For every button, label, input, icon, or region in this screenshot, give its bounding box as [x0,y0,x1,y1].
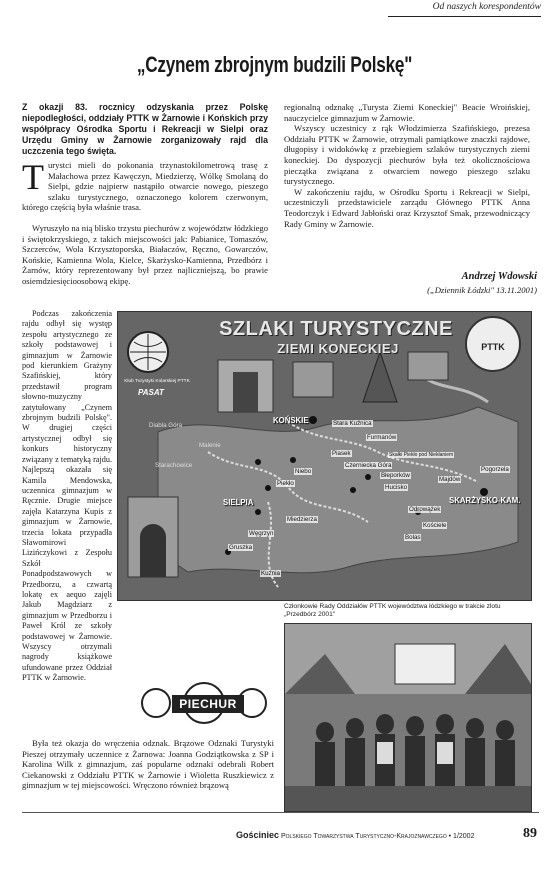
town-gruszka: Gruszka [229,544,253,551]
club-name: PASAT [138,388,164,397]
club-label: Klub Turystyki Kolarskiej PTTK [124,379,190,384]
article-title: „Czynem zbrojnym budzili Polskę" [136,52,413,77]
left-column-top [22,157,268,213]
town-majdow: Majdów [439,476,461,483]
town-skarzysko: SKARŻYSKO-KAM. [449,496,521,505]
town-piasek: Piasek [332,450,351,457]
footer-rule [22,812,539,813]
narrow-column [22,309,112,683]
article-lead: Z okazji 83. rocznicy odzyskania przez Polskę niepodległości, oddziały PTTK w Żarnowie i Końskich przy współpracy Ośrodka Sportu i Rekreacji w Sielpi oraz Urzędu Gminy w Żarnowie zorganizowały rajd dla uczczenia tego święta. [22,102,268,156]
town-sielpia: SIELPIA [223,498,254,507]
town-stara-kuznica: Stara Kuźnica [333,420,372,427]
town-bolas: Bolas [405,534,421,541]
header-rule [388,16,541,17]
town-malenie: Malenie [199,442,221,449]
town-kuznia: Kuźnia [261,570,280,577]
source: („Dziennik Łódzki" 13.11.2001) [427,285,537,295]
paragraph-3: Podczas zakończenia rajdu odbył się występ zespołu artystycznego ze szkoły podstawowej i gimnazjum w Żarnowie pod kierunkiem Grażyny Szafińskiej, który przedstawił program słowno-muzyczny zatytułowany „Czynem zbrojnym budzili Polskę". W drugiej części artystycznej odbył się konkurs historyczny związany z tematyką rajdu. Najlepszą okazała się Kamila Mendowska, uczennica gimnazjum w Ręcznie. Drugie miejsce zajęła Katarzyna Kupis z gimnazjum w Żarnowie, trzecia lokata przypadła Sławomirowi Lizińczykowi z Zespołu Szkół Ponadpodstawowych w Przedborzu, a czwartą lokatę ex aequo zajęli Jakub Magdziarz z gimnazjum w Przedborzu i Paweł Król ze szkoły podstawowej w Żarnowie. Wszyscy otrzymali nagrody książkowe ufundowane przez Oddział PTTK w Żarnowie. [22,309,112,683]
town-starachowice: Starachowice [155,462,193,469]
town-diabla-gora: Diabla Góra [149,422,183,429]
magazine-name: Gościniec [236,830,280,840]
town-odrowazek: Odrowążek [409,506,441,513]
right-column [284,102,530,229]
author: Andrzej Wdowski [461,271,537,282]
pttk-badge: PTTK [465,316,521,372]
drop-cap: T [22,157,44,197]
town-wegrzyn: Węgrzyn [249,530,274,537]
page-number: 89 [523,826,537,841]
town-skalki-pieklo: Skałki Piekło pod Niekłaniem [389,452,454,458]
town-niebo: Niebo [295,468,312,475]
town-koscielec: Kościele [423,522,447,529]
town-konskie: KOŃSKIE [273,416,309,425]
left-column-continued [22,223,268,309]
section-label: Od naszych korespondentów [432,2,541,12]
group-photo-artwork [285,624,531,811]
map-title: SZLAKI TURYSTYCZNE [219,318,453,340]
piechur-label: PIECHUR [172,695,244,713]
issue-number: • 1/2002 [448,833,475,840]
paragraph-right-1: regionalną odznakę „Turysta Ziemi Koneckiej" Beacie Wroińskiej, nauczycielce gimnazjum w Żarnowie. [284,102,530,123]
footer [236,830,474,840]
paragraph-2: Wyruszyło na nią blisko trzystu piechurów z województw łódzkiego i świętokrzyskiego, z takich miejscowości jak: Pabianice, Tomaszów, Szczerców, Wola Krzysztoporska, Białaczów, Ręczno, Gowarczów, Końskie, Kamienna Wola, Kielce, Skarżysko-Kamienna, Przedbórz i Żarnów, który reprezentowany był przez najliczniejszą, bo prawie osiemdziesięcioosobową ekipę. [22,223,268,286]
society-name: Polskiego Towarzystwa Turystyczno-Krajoznawczego [280,833,447,840]
town-pieklo: Piekło [277,480,294,487]
town-czerniecka-gora: Czerniecka Góra [345,462,392,469]
map-subtitle: ZIEMI KONECKIEJ [277,341,399,356]
town-miedzierza: Miedzierza [287,516,317,523]
paragraph-1: urystci mieli do pokonania trzynastokilometrową trasę z Małachowa przez Kawęczyn, Miedzierzę, Wólkę Smolaną do Sielpi, gdzie najpierw nastąpiło otwarcie nowego, pieszego szlaku turystycznego, oznaczonego kolorem czerwonym, którego częścią była właśnie trasa. [22,160,268,213]
paragraph-right-2: Wszyscy uczestnicy z rąk Włodzimierza Szafińskiego, prezesa Oddziału PTTK w Żarnowie, otrzymali pamiątkowe znaczki rajdowe, długopisy i widokówkę z przebiegiem szlaków turystycznych ziemi koneckiej. Do dyspozycji piechurów była też okolicznościowa pieczątka związana z otwarciem nowego pieszego szlaku turystycznego. [284,123,530,187]
piechur-stamp [140,681,268,725]
photo-caption: Członkowie Rady Oddziałów PTTK województwa łódzkiego w trakcie zlotu „Przedbórz 2001" [284,603,501,618]
town-pogorzela: Pogorzela [481,466,509,473]
town-furmanow: Furmanów [367,434,397,441]
town-hucisko: Hucisko [385,484,408,491]
trail-map-figure [117,311,532,601]
paragraph-right-3: W zakończeniu rajdu, w Ośrodku Sportu i Rekreacji w Sielpi, uczestniczyli przedstawiciele zarządu Głównego PTTK Anna Teodorczyk i Edward Jabłoński oraz Krzysztof Smak, przewodniczący Rady Gminy w Żarnowie. [284,186,530,229]
paragraph-4: Była też okazja do wręczenia odznak. Brązowe Odznaki Turystyki Pieszej otrzymały uczennice z Żarnowa: Joanna Godziątkowska z SP i Karolina Wilk z gimnazjum, zaś popularne odznaki odebrali Robert Ciekanowski z Oddziału PTTK w Żarnowie i Wioletta Ruszkiewicz z gimnazjum w tej miejscowości. Wręczono również brązową [22,738,274,791]
town-bleporkow: Błeporków [381,472,410,479]
group-photo [284,623,532,812]
